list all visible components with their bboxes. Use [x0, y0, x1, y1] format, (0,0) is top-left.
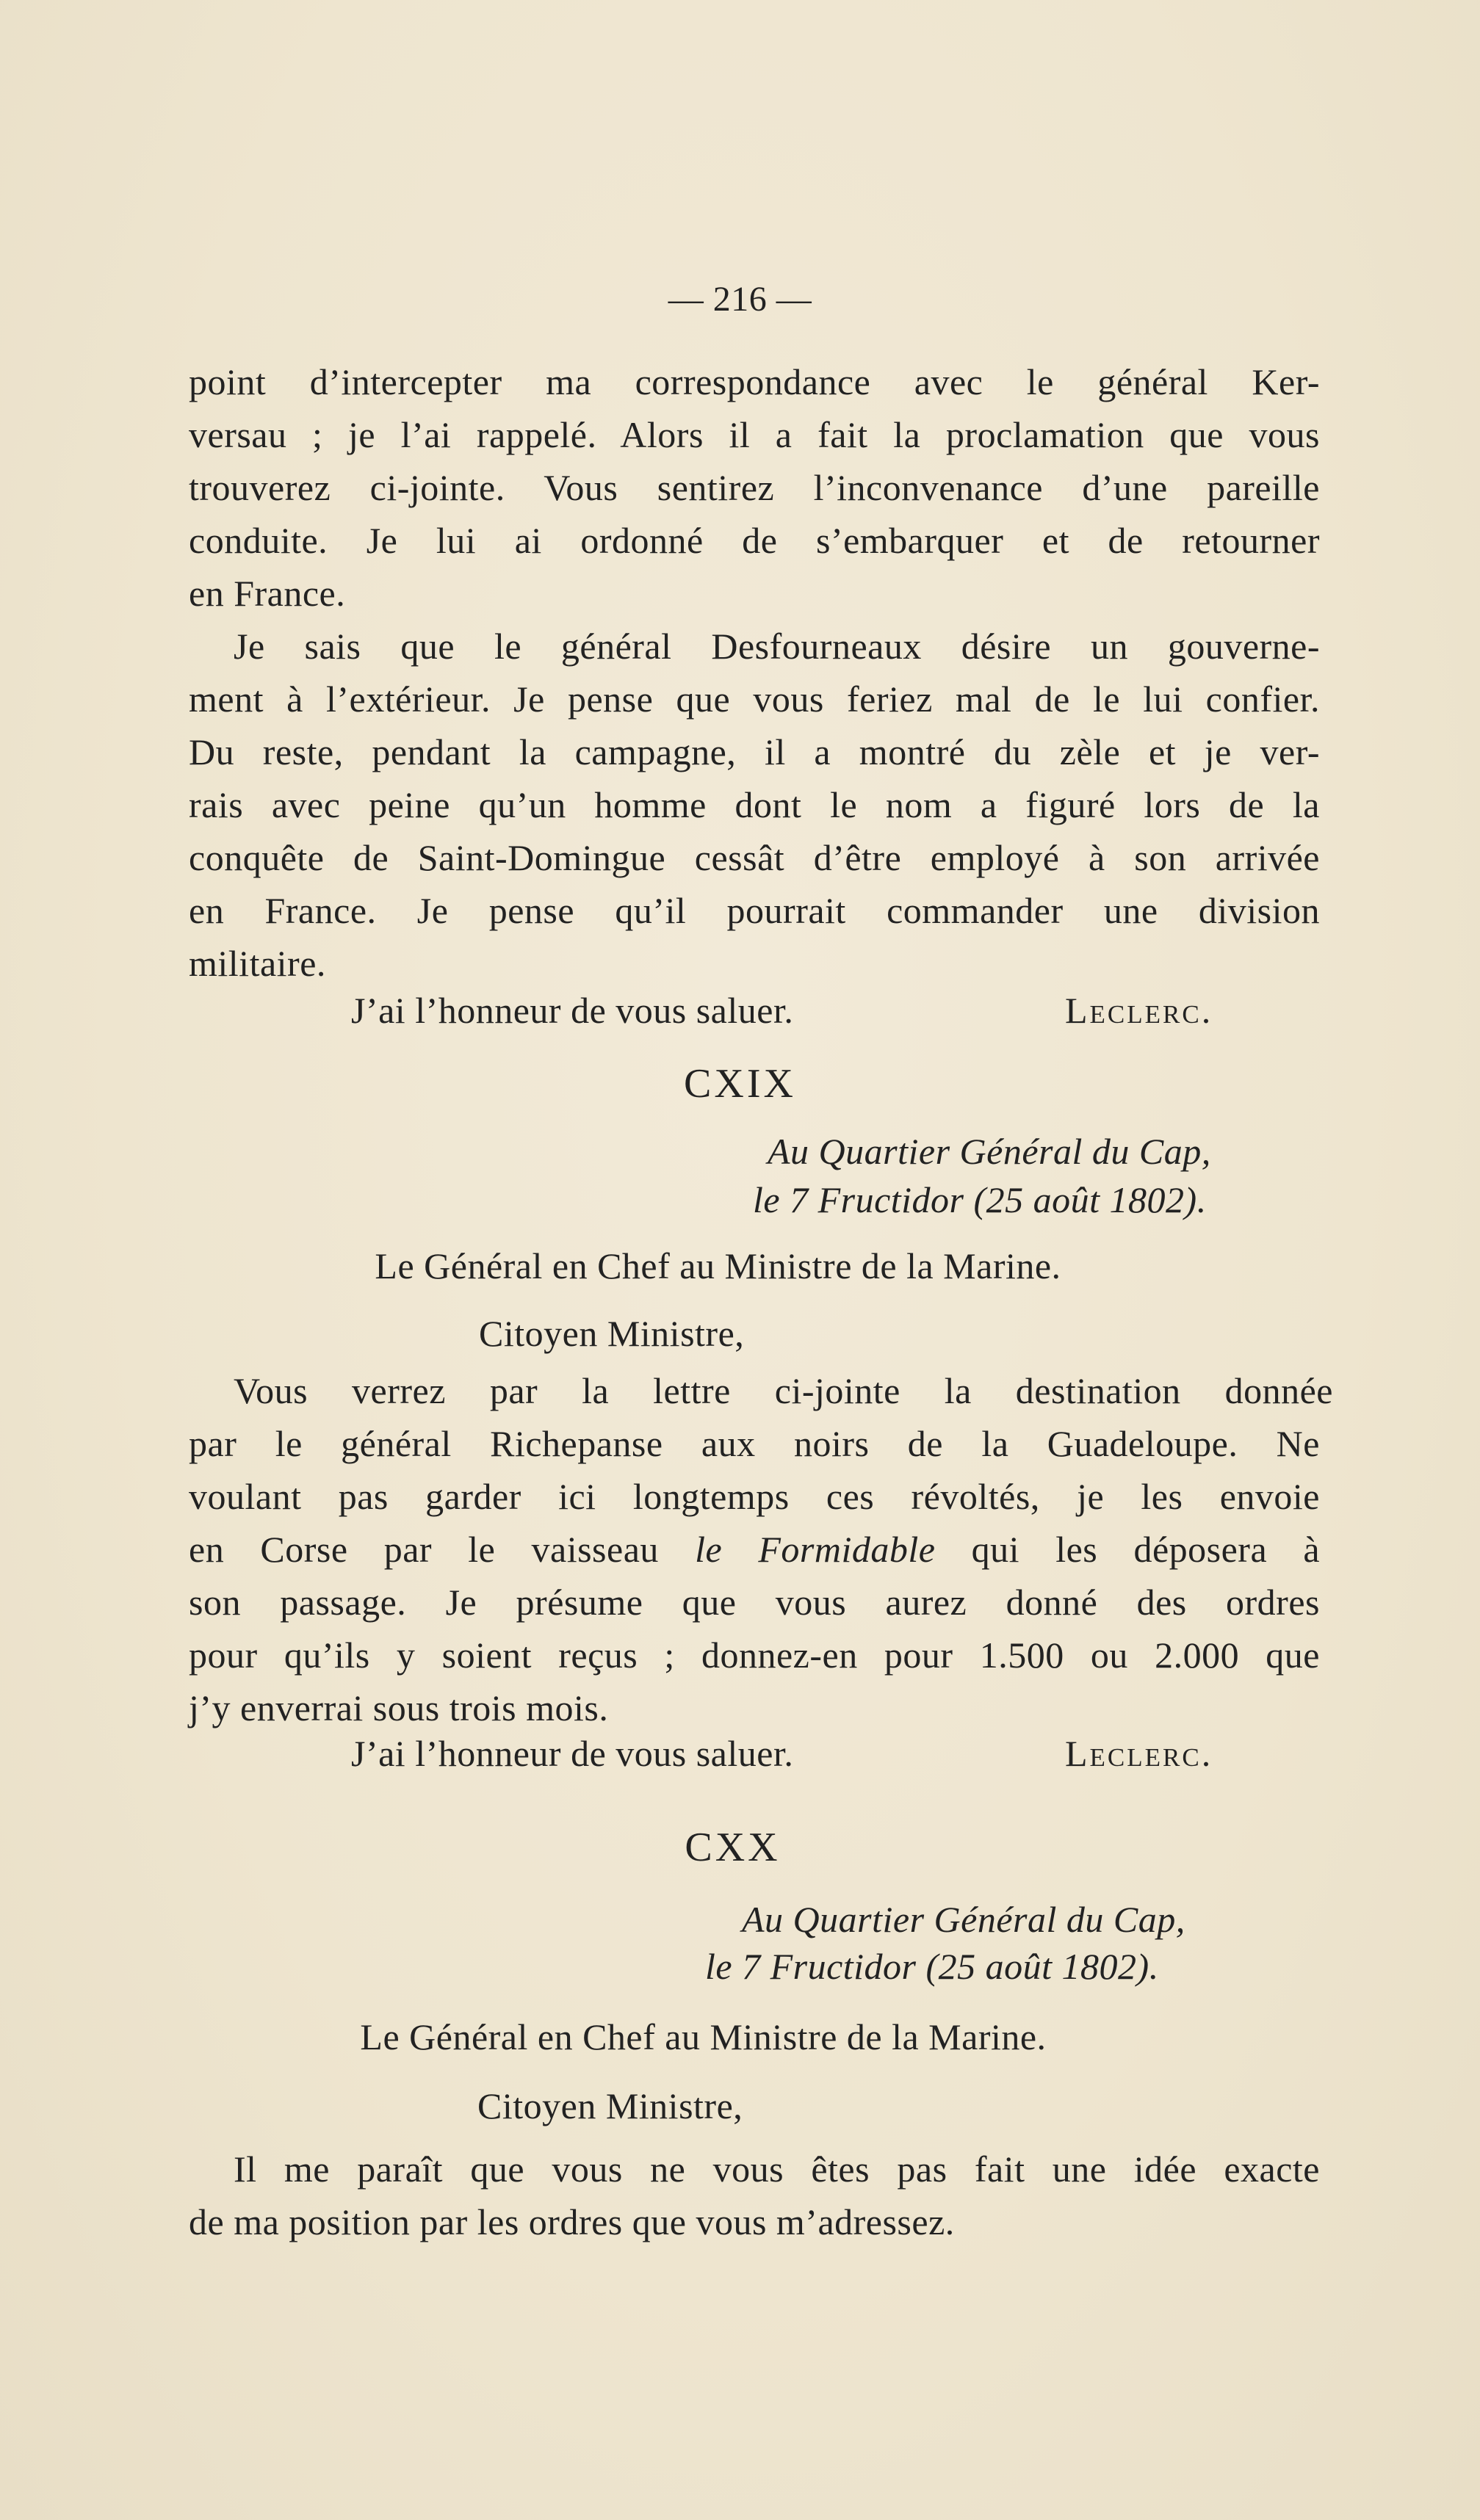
text-line: point d’intercepter ma correspondance avec le général Ker-	[189, 361, 1320, 402]
text-line: Il me paraît que vous ne vous êtes pas fait une idée exacte	[234, 2148, 1320, 2190]
letter-salutation: Citoyen Ministre,	[477, 2085, 743, 2126]
letter-place: Au Quartier Général du Cap,	[742, 1899, 1185, 1940]
ship-prefix: en Corse par le vaisseau	[189, 1529, 696, 1570]
text-line: par le général Richepanse aux noirs de la Guadeloupe. Ne	[189, 1423, 1320, 1464]
closing-text: J’ai l’honneur de vous saluer.	[351, 1733, 794, 1774]
letter-address: Le Général en Chef au Ministre de la Marine.	[375, 1245, 1061, 1286]
text-line: conduite. Je lui ai ordonné de s’embarquer et de retourner	[189, 520, 1320, 561]
page-number: — 216 —	[668, 280, 812, 319]
text-line: pour qu’ils y soient reçus ; donnez-en pour 1.500 ou 2.000 que	[189, 1634, 1320, 1676]
text-line: Du reste, pendant la campagne, il a montré du zèle et je ver-	[189, 731, 1320, 772]
text-line: en France. Je pense qu’il pourrait commander une division	[189, 890, 1320, 931]
ship-name: le Formidable	[695, 1529, 936, 1570]
text-line: en France.	[189, 573, 346, 614]
ship-suffix: qui les déposera à	[935, 1529, 1321, 1570]
signature: Leclerc.	[1065, 1733, 1213, 1774]
signature: Leclerc.	[1065, 990, 1213, 1031]
text-line: Vous verrez par la lettre ci-jointe la destination donnée	[234, 1370, 1333, 1411]
text-line: conquête de Saint-Domingue cessât d’être employé à son arrivée	[189, 837, 1320, 878]
letter-date: le 7 Fructidor (25 août 1802).	[705, 1946, 1159, 1987]
text-line: j’y enverrai sous trois mois.	[189, 1687, 609, 1728]
text-line: voulant pas garder ici longtemps ces révoltés, je les envoie	[189, 1476, 1320, 1517]
text-line-ship	[189, 1523, 1320, 1576]
letter-place: Au Quartier Général du Cap,	[768, 1131, 1211, 1172]
text-line: Je sais que le général Desfourneaux désire un gouverne-	[234, 626, 1320, 667]
letter-date: le 7 Fructidor (25 août 1802).	[753, 1179, 1207, 1220]
letter-salutation: Citoyen Ministre,	[479, 1313, 745, 1354]
text-line: militaire.	[189, 943, 326, 984]
letter-number: CXIX	[684, 1061, 796, 1107]
letter-number: CXX	[685, 1825, 781, 1870]
closing-text: J’ai l’honneur de vous saluer.	[351, 990, 794, 1031]
text-line: son passage. Je présume que vous aurez donné des ordres	[189, 1582, 1320, 1623]
text-line: versau ; je l’ai rappelé. Alors il a fait la proclamation que vous	[189, 414, 1320, 455]
text-line: trouverez ci-jointe. Vous sentirez l’inconvenance d’une pareille	[189, 467, 1320, 508]
text-line: ment à l’extérieur. Je pense que vous feriez mal de le lui confier.	[189, 678, 1320, 720]
text-line: rais avec peine qu’un homme dont le nom a figuré lors de la	[189, 784, 1320, 825]
text-line: de ma position par les ordres que vous m’adressez.	[189, 2201, 955, 2242]
letter-address: Le Général en Chef au Ministre de la Marine.	[360, 2016, 1047, 2057]
